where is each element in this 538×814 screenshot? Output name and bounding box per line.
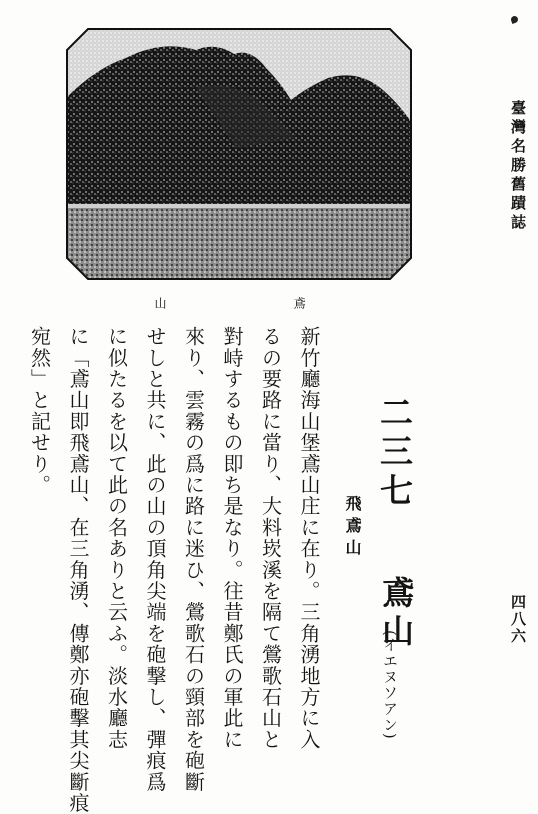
entry-title: 鳶山 (377, 576, 415, 652)
entry-alternate-name: 飛鳶山 (343, 495, 362, 561)
body-line: 新竹廳海山堡鳶山庄に在り。三角湧地方に入 (297, 326, 321, 750)
page-number: 四八六 (509, 594, 527, 645)
photo-caption-right: 鳶 (292, 297, 306, 309)
body-line: 宛然」と記せり。 (27, 326, 52, 496)
body-line: るの要路に當り、大料崁溪を隔て鶯歌石山と (258, 326, 283, 750)
body-text (27, 326, 328, 814)
mountain-photo-image (66, 28, 412, 280)
body-line: 對峙するもの即ち是なり。往昔鄭氏の軍此に (220, 326, 244, 750)
body-line: 來り、雲霧の爲に路に迷ひ、鶯歌石の頸部を砲斷 (181, 326, 206, 793)
entry-number: 二三七 (375, 395, 414, 512)
entry-reading: (イエヌソアン) (381, 630, 399, 740)
photo-caption-left: 山 (153, 297, 167, 309)
running-head: 臺灣名勝舊蹟誌 (509, 100, 527, 233)
body-line: せしと共に、此の山の頂角尖端を砲撃し、彈痕爲 (143, 326, 167, 793)
body-line: に似たるを以て此の名ありと云ふ。淡水廳志 (104, 326, 129, 750)
corner-ink-mark (510, 15, 519, 24)
body-line: に「鳶山即飛鳶山、在三角湧、傳鄭亦砲擊其尖斷痕 (66, 326, 90, 814)
landscape-photo (66, 28, 412, 280)
